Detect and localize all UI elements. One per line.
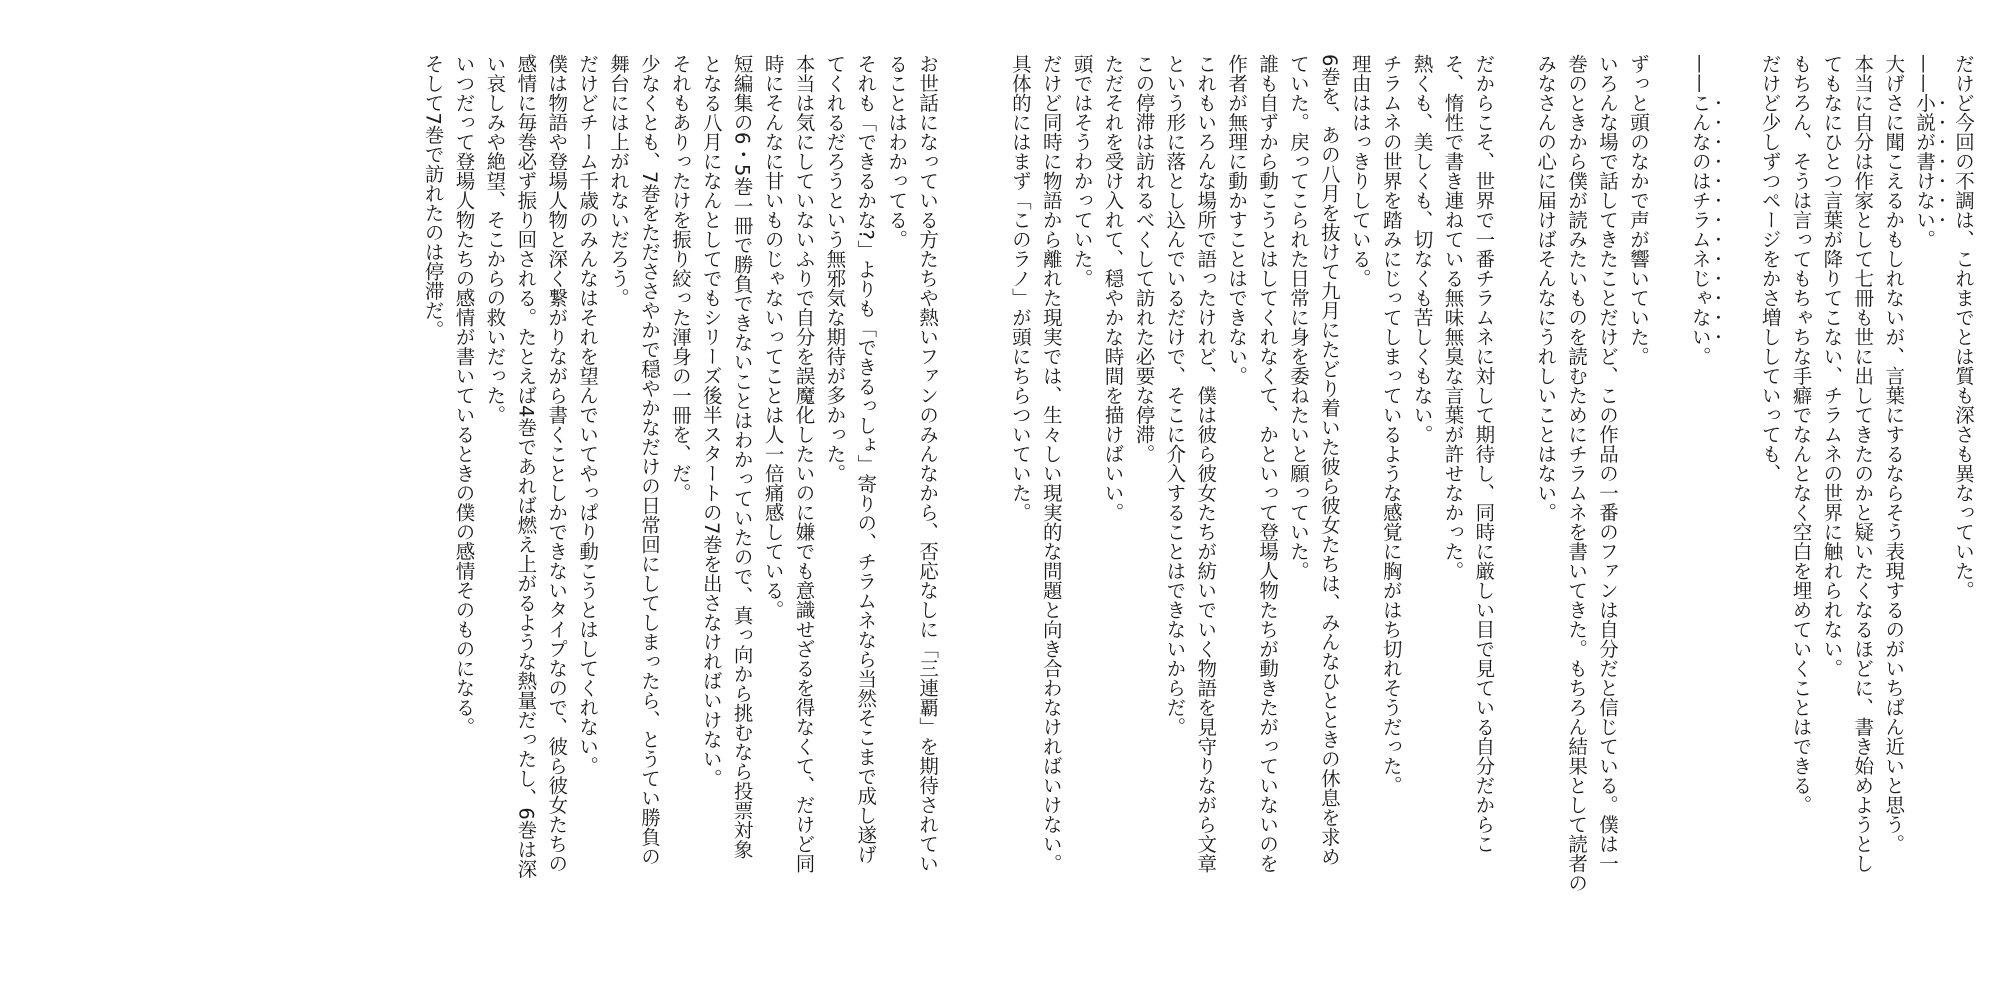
blank-line xyxy=(1653,54,1684,954)
paragraph-line: 具体的にはまず「このラノ」が頭にちらついていた。 xyxy=(1008,54,1032,522)
paragraph-line: てもなにひとつ言葉が降りてこない、チラムネの世界に触れられない。 xyxy=(1820,54,1844,678)
paragraph-line: この停滞は訪れるべくして訪れた必要な停滞。 xyxy=(1132,54,1156,464)
paragraph-line: もちろん、そうは言ってもちゃちな手癖でなんとなく空白を埋めていくことはできる。 xyxy=(1789,54,1813,815)
paragraph-line: そして7巻で訪れたのは停滞だ。 xyxy=(421,54,445,340)
paragraph-line: となる八月になんとしてでもシリーズ後半スタートの7巻を出さなければいけない。 xyxy=(699,54,723,788)
paragraph-line: 感情に毎巻必ず振り回される。たとえば4巻であれば燃え上がるような熱量だったし、6巻は深 xyxy=(514,54,538,879)
emphasis-line xyxy=(1908,54,1947,954)
blank-line xyxy=(973,54,1004,954)
blank-line xyxy=(1723,54,1754,954)
blank-line xyxy=(1498,54,1529,954)
emphasis-text: ——小説が書けない。 xyxy=(1913,54,1937,249)
paragraph-line: 本当に自分は作家として七冊も世に出してきたのかと疑いたくなるほどに、書き始めようとし xyxy=(1851,54,1875,873)
paragraph-line: 熱くも、美しくも、切なくも苦しくもない。 xyxy=(1410,54,1434,444)
paragraph-line: 短編集の6・5巻一冊で勝負できないことはわかっていたので、真っ向から挑むなら投票対象 xyxy=(730,54,754,859)
emphasis-text: ——こんなのはチラムネじゃない。 xyxy=(1688,54,1712,366)
paragraph-line: 作者が無理に動かすことはできない。 xyxy=(1225,54,1249,386)
paragraph-line: 時にそんなに甘いものじゃないってことは人一倍痛感している。 xyxy=(761,54,785,620)
paragraph-line: という形に落とし込んでいるだけで、そこに介入することはできないからだ。 xyxy=(1163,54,1187,737)
paragraph-line: だけど同時に物語から離れた現実では、生々しい現実的な問題と向き合わなければいけない。 xyxy=(1039,54,1063,873)
paragraph-line: 6巻を、あの八月を抜けて九月にたどり着いた彼ら彼女たちは、みんなひとときの休息を求め xyxy=(1317,54,1341,866)
paragraph-line: い哀しみや絶望、そこからの救いだった。 xyxy=(483,54,507,425)
paragraph-line: ただそれを受け入れて、穏やかな時間を描けばいい。 xyxy=(1101,54,1125,522)
paragraph-line: みなさんの心に届けばそんなにうれしいことはない。 xyxy=(1534,54,1558,522)
paragraph-line: だけど今回の不調は、これまでとは質も深さも異なっていた。 xyxy=(1952,54,1975,600)
paragraph-line: これもいろんな場所で語ったけれど、僕は彼ら彼女たちが紡いでいく物語を見守りながら文章 xyxy=(1194,54,1218,873)
paragraph-line: それも「できるかな?」よりも「できるっしょ」寄りの、チラムネなら当然そこまで成し遂げ xyxy=(854,54,878,864)
paragraph-line: ずっと頭のなかで声が響いていた。 xyxy=(1626,54,1650,366)
paragraph-line: 誰も自ずから動こうとはしてくれなくて、かといって登場人物たちが動きたがっていないのを xyxy=(1256,54,1280,873)
paragraph-line: 少なくとも、7巻をただささやかで穏やかなだけの日常回にしてしまったら、とうてい勝負の xyxy=(637,54,661,866)
paragraph-line: だけど少しずつページをかさ増ししていっても、 xyxy=(1758,54,1782,483)
paragraph-line: それもありったけを振り絞った渾身の一冊を、だ。 xyxy=(668,54,692,503)
paragraph-line: いろんな場で話してきたことだけど、この作品の一番のファンは自分だと信じている。僕は一 xyxy=(1596,54,1620,873)
paragraph-line: 舞台には上がれないだろう。 xyxy=(607,54,631,308)
paragraph-line: お世話になっている方たちや熱いファンのみんなから、否応なしに「三連覇」を期待されてい xyxy=(916,54,940,873)
paragraph-line: 頭ではそうわかっていた。 xyxy=(1070,54,1094,288)
paragraph-line: いつだって登場人物たちの感情が書いているときの僕の感情そのものになる。 xyxy=(452,54,476,737)
paragraph-line: 僕は物語や登場人物と深く繋がりながら書くことしかできないタイプなので、彼ら彼女たちの xyxy=(545,54,569,873)
emphasis-line xyxy=(1684,54,1723,954)
paragraph-line: そ、惰性で書き連ねている無味無臭な言葉が許せなかった。 xyxy=(1441,54,1465,581)
paragraph-line: 大げさに聞こえるかもしれないが、言葉にするならそう表現するのがいちばん近いと思う。 xyxy=(1882,54,1906,854)
paragraph-line: ていた。戻ってこられた日常に身を委ねたいと願っていた。 xyxy=(1286,54,1310,581)
vertical-text-body xyxy=(417,54,1978,954)
paragraph-line: だからこそ、世界で一番チラムネに対して期待し、同時に厳しい目で見ている自分だからこ xyxy=(1472,54,1496,854)
paragraph-line: てくれるだろうという無邪気な期待が多かった。 xyxy=(823,54,847,483)
paragraph-line: 巻のときから僕が読みたいものを読むためにチラムネを書いてきた。もちろん結果として読者の xyxy=(1565,54,1589,893)
paragraph-line: チラムネの世界を踏みにじってしまっているような感覚に胸がはち切れそうだった。 xyxy=(1379,54,1403,795)
paragraph-line: 本当は気にしていないふりで自分を誤魔化したいのに嫌でも意識せざるを得なくて、だけど同 xyxy=(792,54,816,873)
paragraph-line: 理由ははっきりしている。 xyxy=(1348,54,1372,288)
paragraph-line: だけどチーム千歳のみんなはそれを望んでいてやっぱり動こうとはしてくれない。 xyxy=(576,54,600,776)
paragraph-line: ることはわかってる。 xyxy=(885,54,909,249)
blank-line xyxy=(942,54,973,954)
